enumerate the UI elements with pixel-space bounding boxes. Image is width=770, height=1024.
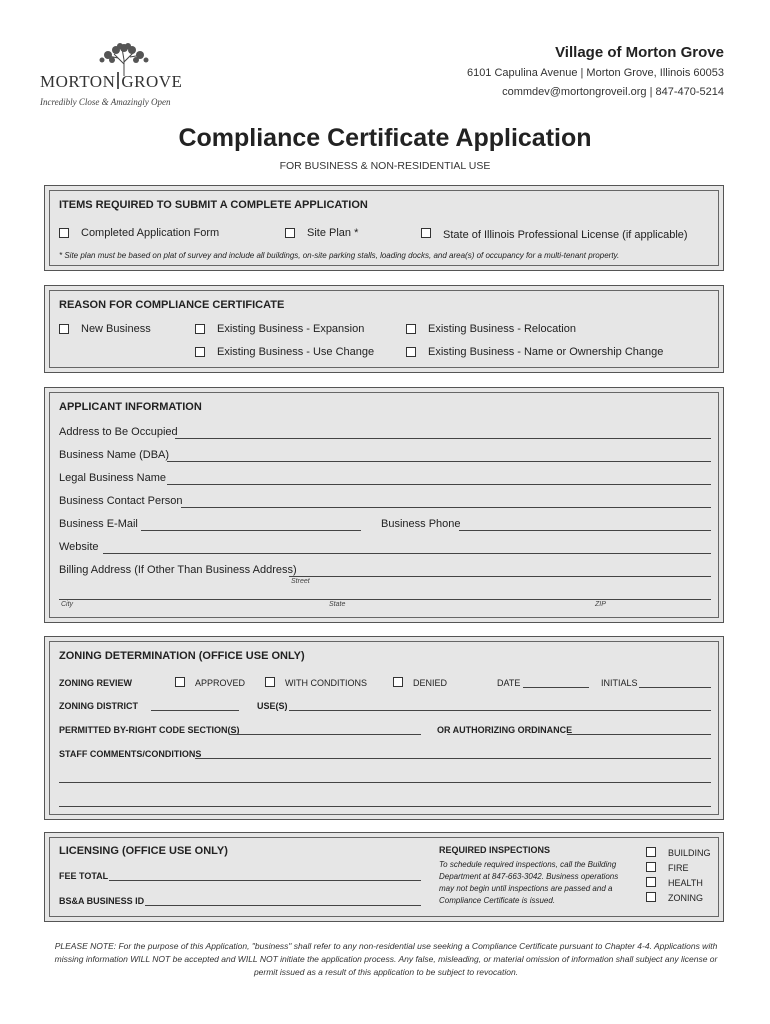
- checkbox-building[interactable]: [646, 847, 656, 857]
- checkbox-health[interactable]: [646, 877, 656, 887]
- date-field[interactable]: [523, 687, 589, 688]
- label-zoning-district: ZONING DISTRICT: [59, 701, 138, 711]
- label-building: BUILDING: [668, 848, 711, 858]
- business-phone-field[interactable]: [459, 530, 711, 531]
- label-use-change: Existing Business - Use Change: [217, 346, 375, 358]
- label-address-occupied: Address to Be Occupied: [59, 426, 178, 438]
- label-street: Street: [291, 578, 310, 585]
- inspections-text-1: To schedule required inspections, call the Building: [439, 860, 617, 869]
- items-required-section: [44, 185, 724, 271]
- label-name-change: Existing Business - Name or Ownership Change: [428, 346, 664, 358]
- zoning-district-field[interactable]: [151, 710, 239, 711]
- inspections-text-2: Department at 847-663-3042. Business operations: [439, 872, 619, 881]
- label-site-plan: Site Plan *: [307, 227, 359, 239]
- legal-name-field[interactable]: [167, 484, 711, 485]
- page-subtitle: FOR BUSINESS & NON-RESIDENTIAL USE: [279, 160, 491, 172]
- label-fire: FIRE: [668, 863, 689, 873]
- logo-wordmark: [40, 72, 182, 92]
- checkbox-state-license[interactable]: [421, 228, 431, 238]
- billing-street-field[interactable]: [289, 576, 711, 577]
- label-denied: DENIED: [413, 678, 448, 688]
- zoning-section: [44, 636, 724, 820]
- label-legal-name: Legal Business Name: [59, 472, 167, 484]
- label-fee-total: FEE TOTAL: [59, 871, 109, 881]
- checkbox-denied[interactable]: [393, 677, 403, 687]
- checkbox-relocation[interactable]: [406, 324, 416, 334]
- bsa-id-field[interactable]: [145, 905, 421, 906]
- label-required-inspections: REQUIRED INSPECTIONS: [439, 845, 551, 855]
- inspections-text-3: may not begin until inspections are passed and a: [439, 884, 613, 893]
- label-health: HEALTH: [668, 878, 703, 888]
- inspections-text-4: Compliance Certificate is issued.: [439, 896, 556, 905]
- checkbox-with-conditions[interactable]: [265, 677, 275, 687]
- label-business-phone: Business Phone: [381, 518, 461, 530]
- logo-text-grove: GROVE: [121, 72, 183, 91]
- checkbox-application-form[interactable]: [59, 228, 69, 238]
- checkbox-expansion[interactable]: [195, 324, 205, 334]
- label-permitted: PERMITTED BY-RIGHT CODE SECTION(S): [59, 725, 240, 735]
- initials-field[interactable]: [639, 687, 711, 688]
- logo-text-morton: MORTON: [40, 72, 116, 91]
- applicant-section: [44, 387, 724, 623]
- contact-person-field[interactable]: [181, 507, 711, 508]
- label-with-conditions: WITH CONDITIONS: [285, 678, 367, 688]
- staff-comments-line-2[interactable]: [59, 782, 711, 783]
- label-zip: ZIP: [595, 601, 606, 608]
- label-initials: INITIALS: [601, 678, 638, 688]
- tree-icon: [92, 42, 156, 76]
- uses-field[interactable]: [289, 710, 711, 711]
- checkbox-fire[interactable]: [646, 862, 656, 872]
- label-contact-person: Business Contact Person: [59, 495, 183, 507]
- label-website: Website: [59, 541, 99, 553]
- label-business-name: Business Name (DBA): [59, 449, 170, 461]
- checkbox-zoning[interactable]: [646, 892, 656, 902]
- licensing-title: LICENSING (OFFICE USE ONLY): [59, 845, 228, 857]
- please-note: PLEASE NOTE: For the purpose of this Application, "business" shall refer to any non-residential use seeking a Compliance Certificate pursuant to Chapter 4-4. Applications with missing information WILL NOT be accepted and WILL NOT initiate the application process. Any false, misleading, or material omission of information shall subject any license or permit issued as a result of this application to be subject to revocation.: [54, 941, 718, 977]
- checkbox-site-plan[interactable]: [285, 228, 295, 238]
- label-staff-comments: STAFF COMMENTS/CONDITIONS: [59, 749, 202, 759]
- label-zoning: ZONING: [668, 893, 703, 903]
- ordinance-field[interactable]: [567, 734, 711, 735]
- village-logo: [40, 42, 200, 112]
- fee-total-field[interactable]: [109, 880, 421, 881]
- checkbox-approved[interactable]: [175, 677, 185, 687]
- staff-comments-field[interactable]: [195, 758, 711, 759]
- label-relocation: Existing Business - Relocation: [428, 323, 576, 335]
- applicant-title: APPLICANT INFORMATION: [59, 401, 202, 413]
- label-expansion: Existing Business - Expansion: [217, 323, 365, 335]
- label-uses: USE(S): [257, 701, 288, 711]
- business-email-field[interactable]: [141, 530, 361, 531]
- items-required-title: ITEMS REQUIRED TO SUBMIT A COMPLETE APPLICATION: [59, 199, 368, 211]
- label-business-email: Business E-Mail: [59, 518, 138, 530]
- zoning-title: ZONING DETERMINATION (OFFICE USE ONLY): [59, 650, 305, 662]
- label-date: DATE: [497, 678, 521, 688]
- reason-section: [44, 285, 724, 373]
- business-name-field[interactable]: [167, 461, 711, 462]
- village-name: Village of Morton Grove: [555, 44, 724, 61]
- licensing-section: [44, 832, 724, 922]
- village-address: 6101 Capulina Avenue | Morton Grove, Illinois 60053: [466, 67, 724, 79]
- label-bsa-id: BS&A BUSINESS ID: [59, 896, 145, 906]
- address-occupied-field[interactable]: [175, 438, 711, 439]
- logo-tagline: Incredibly Close & Amazingly Open: [40, 97, 171, 107]
- label-new-business: New Business: [81, 323, 151, 335]
- label-application-form: Completed Application Form: [81, 227, 220, 239]
- label-state-license: State of Illinois Professional License (if applicable): [443, 229, 688, 241]
- label-ordinance: OR AUTHORIZING ORDINANCE: [437, 725, 573, 735]
- page-title: Compliance Certificate Application: [178, 124, 592, 152]
- label-state: State: [329, 601, 346, 608]
- staff-comments-line-3[interactable]: [59, 806, 711, 807]
- permitted-field[interactable]: [229, 734, 421, 735]
- checkbox-use-change[interactable]: [195, 347, 205, 357]
- website-field[interactable]: [103, 553, 711, 554]
- label-approved: APPROVED: [195, 678, 246, 688]
- billing-city-state-zip-field[interactable]: [59, 599, 711, 600]
- label-billing-address: Billing Address (If Other Than Business Address): [59, 564, 297, 576]
- checkbox-new-business[interactable]: [59, 324, 69, 334]
- reason-title: REASON FOR COMPLIANCE CERTIFICATE: [59, 299, 285, 311]
- village-contact: commdev@mortongroveil.org | 847-470-5214: [502, 86, 724, 98]
- checkbox-name-change[interactable]: [406, 347, 416, 357]
- label-zoning-review: ZONING REVIEW: [59, 678, 133, 688]
- label-city: City: [61, 601, 74, 608]
- items-required-footnote: * Site plan must be based on plat of survey and include all buildings, on-site parking stalls, loading docks, and area(s) of occupancy for a multi-tenant property.: [59, 251, 620, 260]
